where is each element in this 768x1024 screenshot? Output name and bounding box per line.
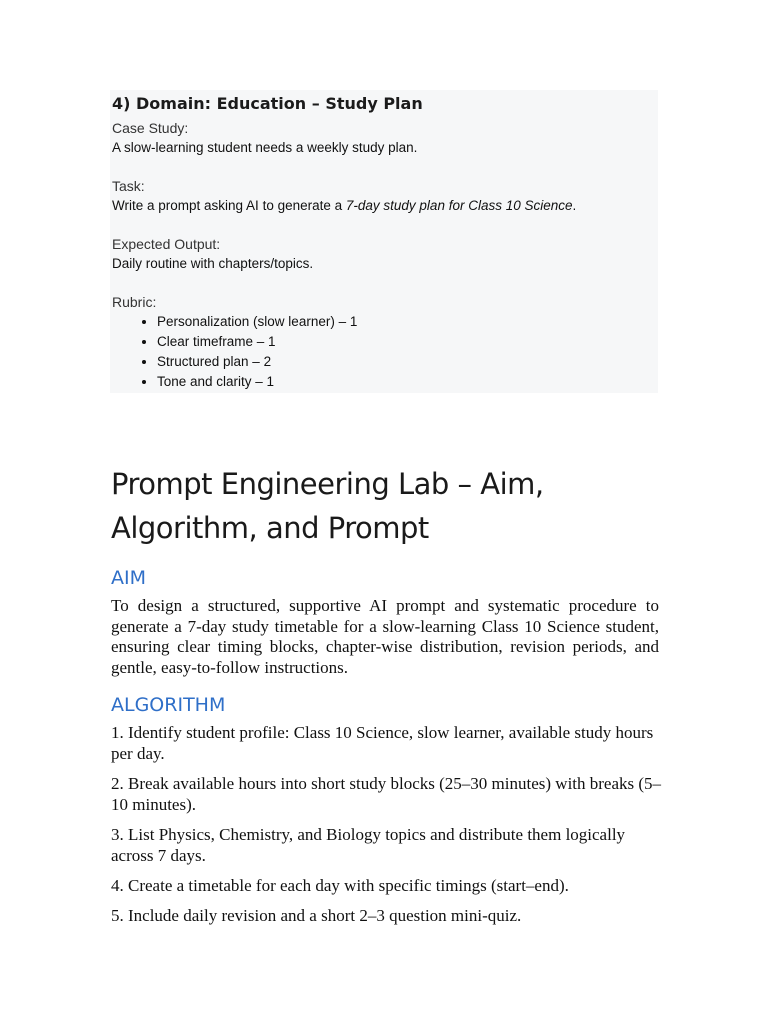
page-title: Prompt Engineering Lab – Aim, Algorithm, and Prompt [111,467,544,545]
aim-paragraph: To design a structured, supportive AI prompt and systematic procedure to generate a 7-day study timetable for a slow-learning Class 10 Science student, ensuring clear timing blocks, chapter-wise distribution, revision periods, and gentle, easy-to-follow instructions. [111,596,659,677]
rubric-list [112,312,656,392]
rubric-item: • Structured plan – 2 [157,352,656,372]
task-text [112,196,656,216]
algorithm-step: 3. List Physics, Chemistry, and Biology topics and distribute them logically across 7 days. [111,825,626,865]
case-heading: 4) Domain: Education – Study Plan [112,94,423,113]
rubric-item: • Clear timeframe – 1 [157,332,656,352]
task-label: Task: [112,178,145,194]
algorithm-heading: ALGORITHM [111,694,226,716]
expected-output-label: Expected Output: [112,236,221,252]
task-text-suffix: . [572,198,577,213]
algorithm-step: 2. Break available hours into short study blocks (25–30 minutes) with breaks (5–10 minutes). [111,774,662,814]
algorithm-step: 1. Identify student profile: Class 10 Science, slow learner, available study hours per day. [111,723,654,763]
aim-heading: AIM [111,567,146,589]
rubric-item: • Personalization (slow learner) – 1 [157,312,656,332]
algorithm-steps [111,722,663,935]
expected-output-text: Daily routine with chapters/topics. [112,256,314,271]
algorithm-step: 4. Create a timetable for each day with specific timings (start–end). [111,876,569,895]
case-study-text: A slow-learning student needs a weekly study plan. [112,140,418,155]
task-text-prefix: Write a prompt asking AI to generate a [112,198,346,213]
task-text-emphasis: 7-day study plan for Class 10 Science [345,198,573,213]
algorithm-step: 5. Include daily revision and a short 2–3 question mini-quiz. [111,906,522,925]
rubric-item: • Tone and clarity – 1 [157,372,656,392]
case-study-box [110,90,658,393]
rubric-label: Rubric: [112,294,157,310]
case-study-label: Case Study: [112,120,189,136]
